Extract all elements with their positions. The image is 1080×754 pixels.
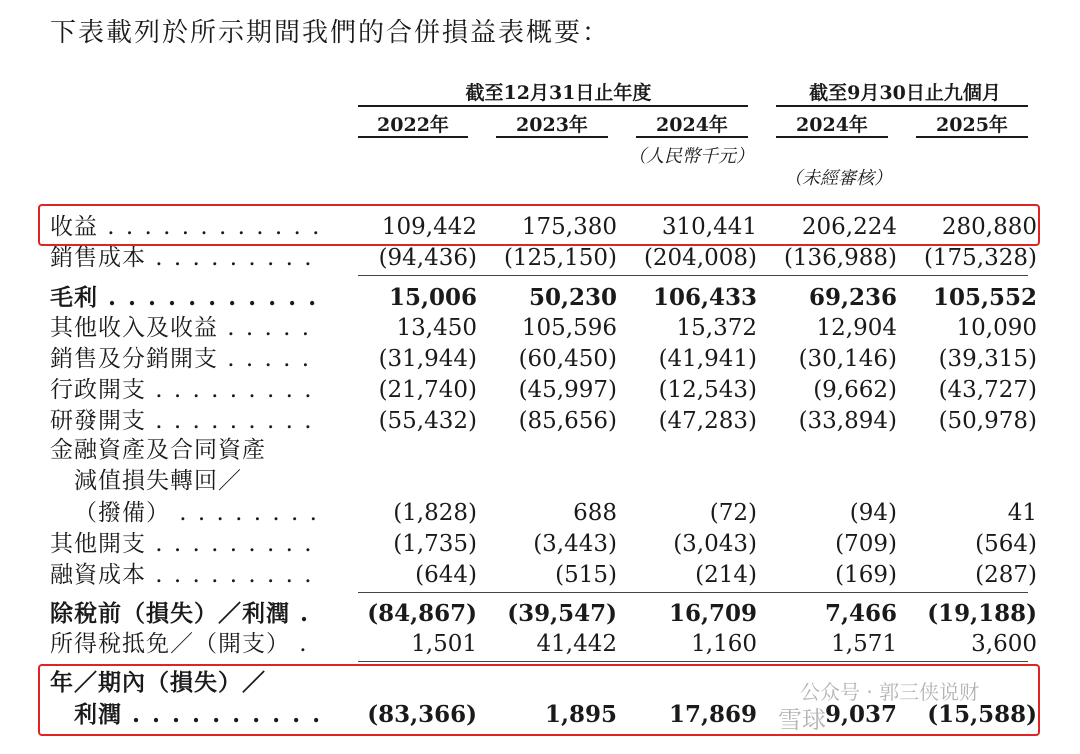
cell-2025-9m: 280,880 — [941, 214, 1037, 240]
cell-2025-9m: (43,727) — [938, 377, 1037, 403]
row-other-income — [0, 313, 1080, 344]
header-nine-months: 截至9月30日止九個月 — [809, 82, 1001, 104]
year-underline — [358, 136, 468, 138]
unit-label: （人民幣千元） — [628, 146, 754, 167]
cell-2024: (12,543) — [658, 377, 757, 403]
cell-2025-9m: (50,978) — [938, 408, 1037, 434]
year-header: 2023年 — [516, 114, 588, 136]
row-label: 收益 . . . — [50, 212, 320, 243]
row-other-expenses — [0, 529, 1080, 560]
cell-2022: (94,436) — [378, 245, 477, 271]
cell-2025-9m: 3,600 — [971, 631, 1037, 657]
header-underline — [776, 105, 1028, 107]
cell-2024-9m: 69,236 — [808, 284, 897, 311]
row-label: 減值損失轉回／ — [74, 468, 242, 494]
intro-text: 下表載列於所示期間我們的合併損益表概要： — [50, 18, 611, 48]
cell-2024: 16,709 — [668, 600, 757, 627]
cell-2025-9m: (175,328) — [923, 245, 1037, 271]
cell-2024: (3,043) — [673, 531, 757, 557]
rule — [358, 592, 1028, 593]
cell-2023: (125,150) — [503, 245, 617, 271]
cell-2024: 106,433 — [652, 284, 757, 311]
cell-2025-9m: (19,188) — [927, 600, 1037, 627]
cell-2024: (41,941) — [658, 346, 757, 372]
cell-2025-9m: 105,552 — [932, 284, 1037, 311]
row-label: 利潤 . . . — [74, 699, 320, 730]
row-admin-expenses — [0, 375, 1080, 406]
row-gross-profit — [0, 282, 1080, 313]
cell-2023: 1,895 — [544, 701, 617, 728]
row-pretax — [0, 598, 1080, 629]
cell-2024-9m: 7,466 — [824, 600, 897, 627]
row-cost-of-sales — [0, 243, 1080, 274]
year-header: 2022年 — [377, 114, 449, 136]
cell-2024-9m: (136,988) — [783, 245, 897, 271]
cell-2022: (1,828) — [393, 500, 477, 526]
row-impairment-line1 — [0, 435, 1080, 466]
cell-2024-9m: (94) — [849, 500, 897, 526]
year-underline — [496, 136, 608, 138]
cell-2025-9m: (287) — [975, 562, 1037, 588]
cell-2022: (83,366) — [367, 701, 477, 728]
row-label: 金融資產及合同資產 — [50, 437, 266, 463]
cell-2025-9m: (564) — [975, 531, 1037, 557]
cell-2022: (84,867) — [367, 600, 477, 627]
year-underline — [636, 136, 748, 138]
row-impairment — [0, 498, 1080, 529]
cell-2025-9m: 10,090 — [956, 315, 1037, 341]
row-label: 銷售及分銷開支 . . . — [50, 344, 320, 375]
year-underline — [916, 136, 1028, 138]
row-label: 毛利 . . . — [50, 282, 320, 313]
cell-2022: (644) — [415, 562, 477, 588]
year-header: 2024年 — [796, 114, 868, 136]
year-header: 2025年 — [936, 114, 1008, 136]
year-underline — [776, 136, 888, 138]
rule — [358, 661, 1028, 662]
cell-2023: (515) — [555, 562, 617, 588]
cell-2024-9m: 206,224 — [801, 214, 897, 240]
cell-2025-9m: (15,588) — [927, 701, 1037, 728]
cell-2024-9m: (33,894) — [798, 408, 897, 434]
row-rd-expenses — [0, 406, 1080, 437]
cell-2024: (204,008) — [643, 245, 757, 271]
cell-2022: (31,944) — [378, 346, 477, 372]
cell-2023: (85,656) — [518, 408, 617, 434]
cell-2025-9m: 41 — [1007, 500, 1037, 526]
cell-2023: (3,443) — [533, 531, 617, 557]
cell-2024-9m: (9,662) — [813, 377, 897, 403]
cell-2022: 109,442 — [381, 214, 477, 240]
row-label: 行政開支 . . . — [50, 375, 320, 406]
row-label: 融資成本 . . . — [50, 560, 320, 591]
cell-2023: 41,442 — [536, 631, 617, 657]
cell-2023: 175,380 — [521, 214, 617, 240]
cell-2024-9m: (169) — [835, 562, 897, 588]
cell-2023: 688 — [573, 500, 617, 526]
cell-2024: (214) — [695, 562, 757, 588]
cell-2022: 13,450 — [396, 315, 477, 341]
cell-2023: (39,547) — [507, 600, 617, 627]
cell-2023: 50,230 — [528, 284, 617, 311]
highlight-box-revenue — [38, 204, 1040, 246]
watermark-b: 雪球 — [778, 706, 826, 734]
cell-2024: 1,160 — [691, 631, 757, 657]
cell-2024-9m: (709) — [835, 531, 897, 557]
cell-2022: (21,740) — [378, 377, 477, 403]
rule — [358, 275, 1028, 276]
cell-2022: 15,006 — [388, 284, 477, 311]
header-year-ended: 截至12月31日止年度 — [465, 82, 652, 104]
watermark-a: 公众号 · 郭三侠说财 — [800, 680, 980, 704]
cell-2024-9m: 9,037 — [824, 701, 897, 728]
cell-2023: (45,997) — [518, 377, 617, 403]
cell-2023: (60,450) — [518, 346, 617, 372]
year-header: 2024年 — [656, 114, 728, 136]
row-label: （撥備） . . . — [74, 498, 320, 529]
row-label: 其他收入及收益 . . . — [50, 313, 320, 344]
row-label: 銷售成本 . . . — [50, 243, 320, 274]
row-impairment-line2 — [0, 466, 1080, 497]
cell-2024: 310,441 — [661, 214, 757, 240]
cell-2022: (1,735) — [393, 531, 477, 557]
row-label: 所得稅抵免／（開支） . . . — [50, 629, 320, 660]
cell-2022: 1,501 — [411, 631, 477, 657]
row-label: 其他開支 . . . — [50, 529, 320, 560]
cell-2024-9m: 12,904 — [816, 315, 897, 341]
cell-2023: 105,596 — [521, 315, 617, 341]
cell-2022: (55,432) — [378, 408, 477, 434]
row-label: 研發開支 . . . — [50, 406, 320, 437]
row-income-tax — [0, 629, 1080, 660]
cell-2024: (72) — [709, 500, 757, 526]
cell-2024: 15,372 — [676, 315, 757, 341]
row-finance-costs — [0, 560, 1080, 591]
cell-2024-9m: (30,146) — [798, 346, 897, 372]
row-selling-expenses — [0, 344, 1080, 375]
row-label: 年／期內（損失）／ — [50, 669, 266, 696]
header-underline — [358, 105, 748, 107]
cell-2024: 17,869 — [668, 701, 757, 728]
cell-2024-9m: 1,571 — [831, 631, 897, 657]
unaudited-label: （未經審核） — [784, 168, 892, 189]
cell-2024: (47,283) — [658, 408, 757, 434]
cell-2025-9m: (39,315) — [938, 346, 1037, 372]
row-label: 除稅前（損失）／利潤 . . . — [50, 598, 320, 629]
